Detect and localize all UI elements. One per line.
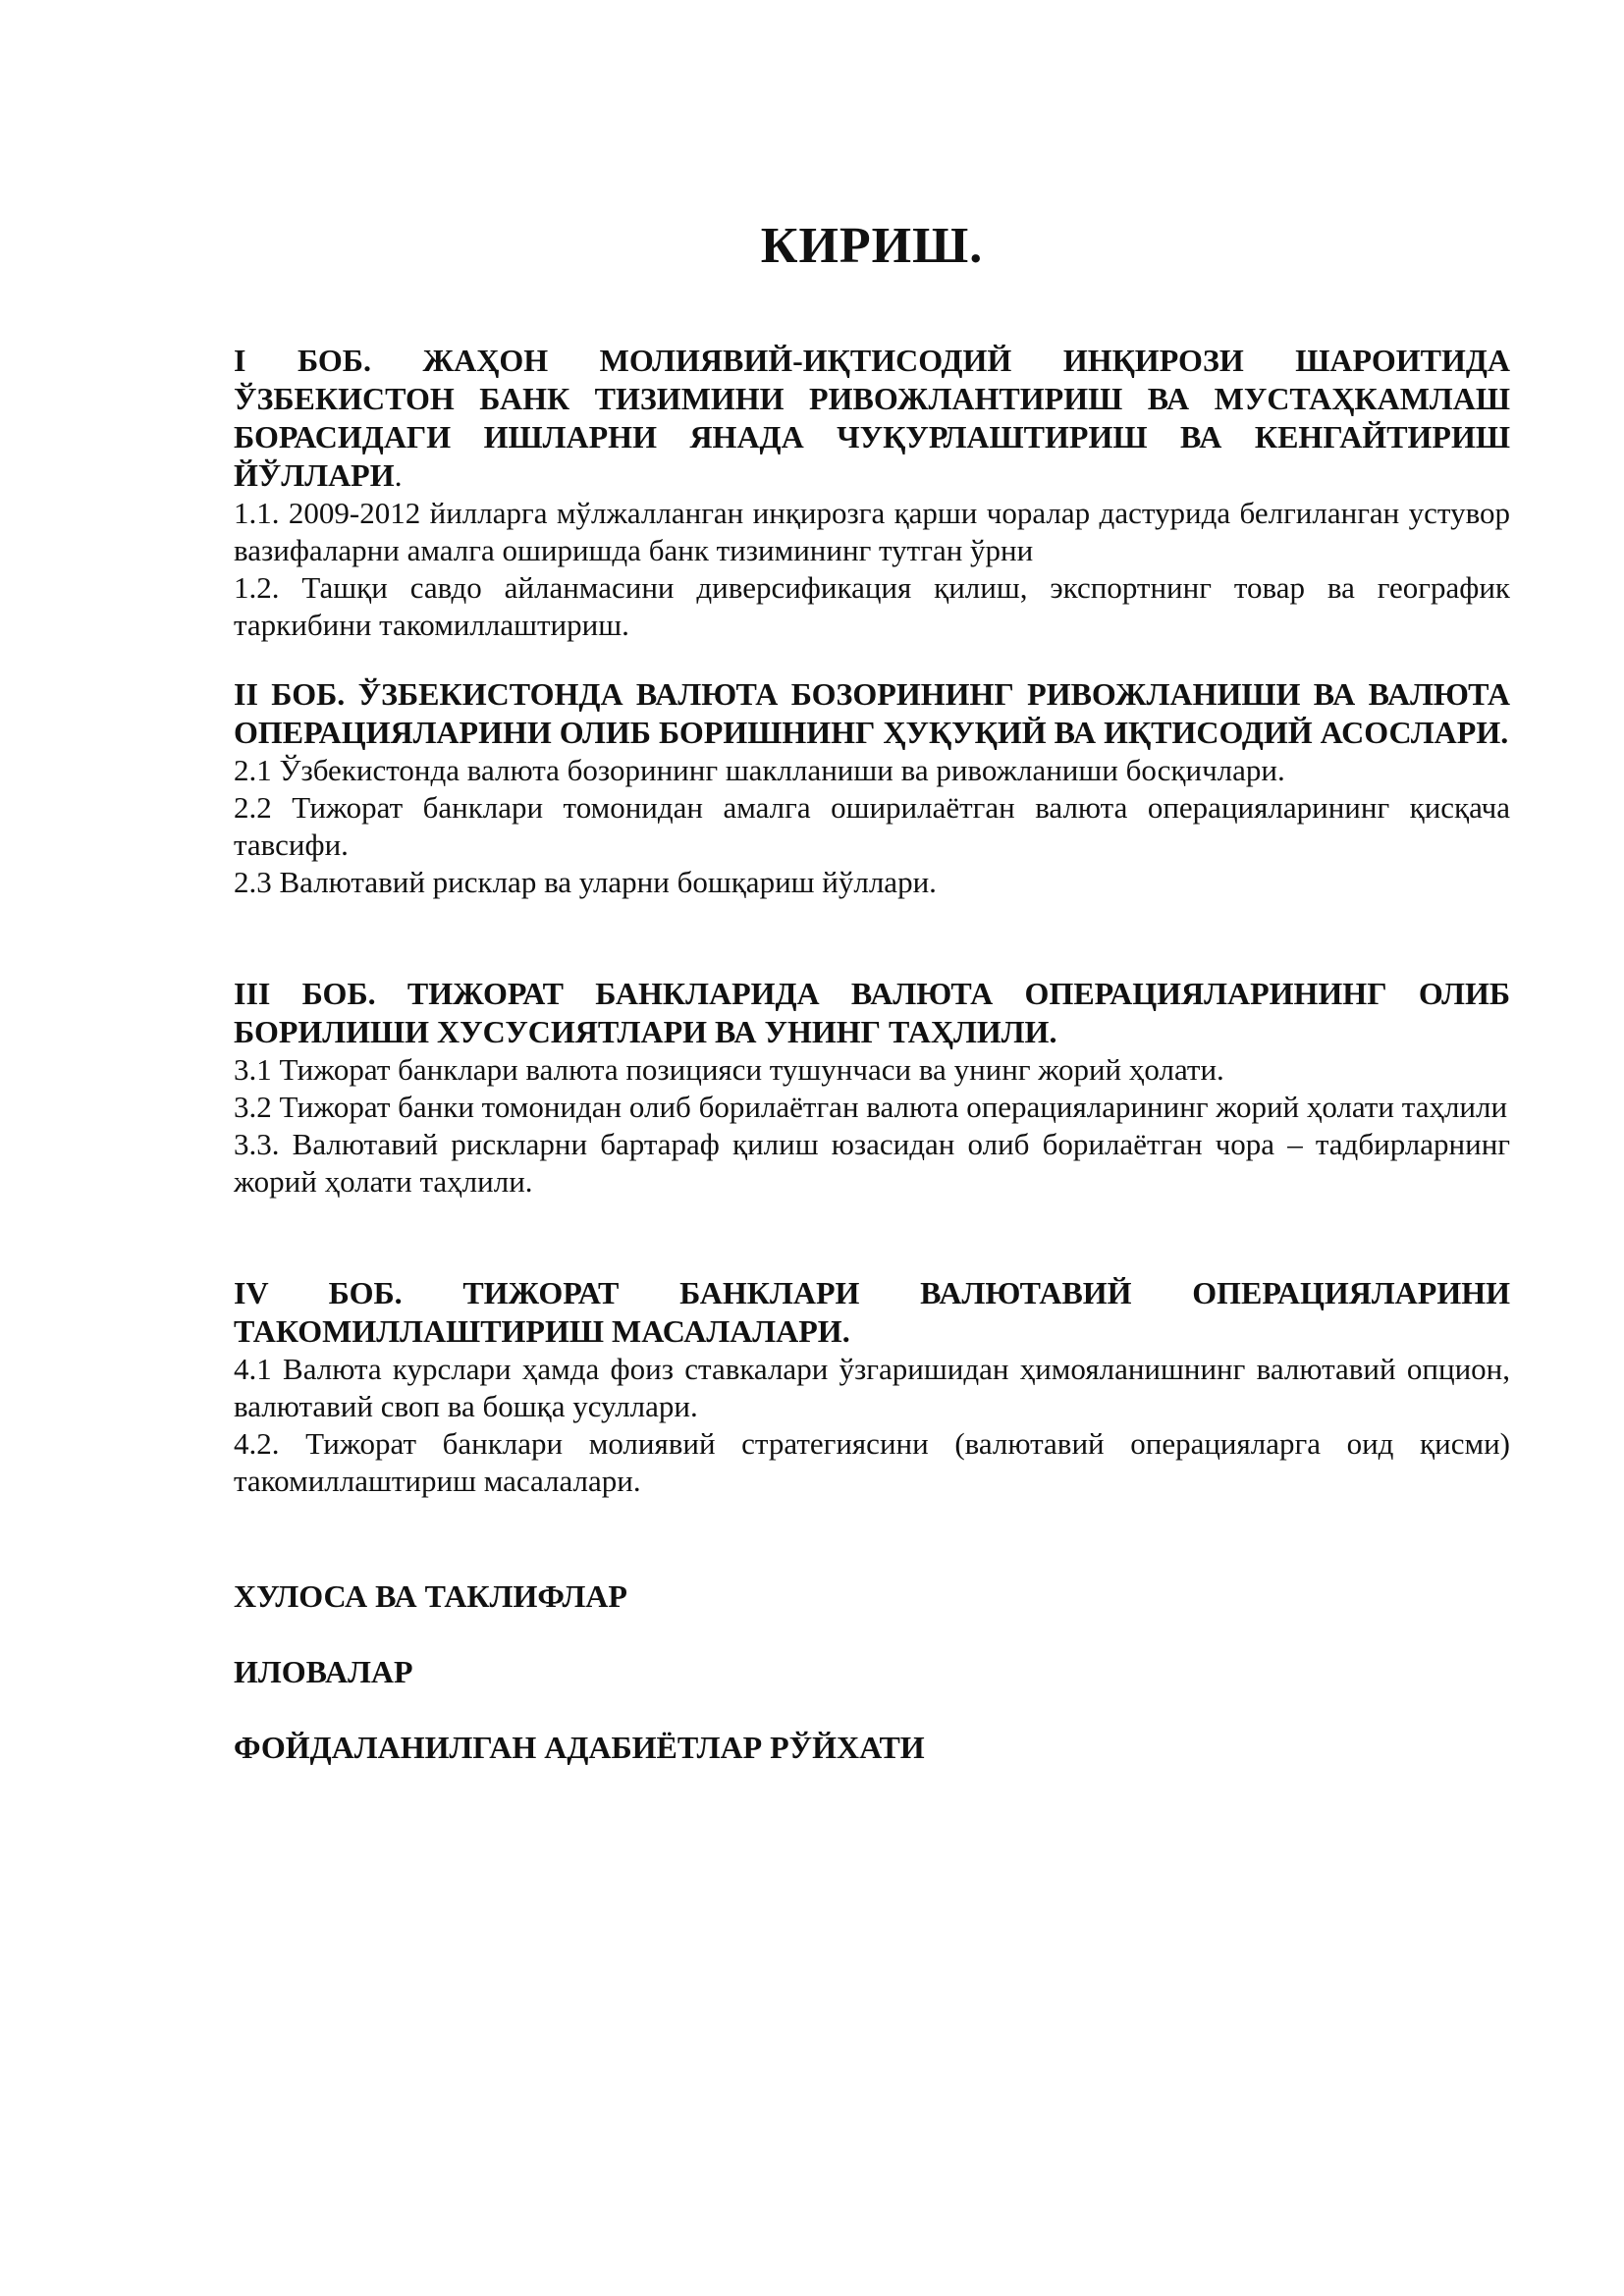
toc-item-4-1: 4.1 Валюта курслари ҳамда фоиз ставкалари ўзгаришидан ҳимояланишнинг валютавий опцион, валютавий своп ва бошқа усуллари. <box>234 1352 1510 1423</box>
chapter-3 <box>234 975 1510 1201</box>
toc-item-2-2: 2.2 Тижорат банклари томонидан амалга оширилаётган валюта операцияларининг қисқача тавсифи. <box>234 790 1510 862</box>
references-heading: ФОЙДАЛАНИЛГАН АДАБИЁТЛАР РЎЙХАТИ <box>234 1730 925 1765</box>
toc-item-2-1: 2.1 Ўзбекистонда валюта бозорининг шаклланиши ва ривожланиши босқичлари. <box>234 753 1285 787</box>
appendices-heading: ИЛОВАЛАР <box>234 1654 413 1689</box>
toc-item-4-2: 4.2. Тижорат банклари молиявий стратегиясини (валютавий операцияларга оид қисми) такомиллаштириш масалалари. <box>234 1426 1510 1498</box>
toc-item-1-2: 1.2. Ташқи савдо айланмасини диверсификация қилиш, экспортнинг товар ва географик таркибини такомиллаштириш. <box>234 570 1510 642</box>
conclusions-heading: ХУЛОСА ВА ТАКЛИФЛАР <box>234 1578 627 1614</box>
toc-item-3-1: 3.1 Тижорат банклари валюта позицияси тушунчаси ва унинг жорий ҳолати. <box>234 1052 1224 1087</box>
chapter-1-heading-suffix: . <box>394 457 403 493</box>
chapter-4 <box>234 1274 1510 1500</box>
chapter-3-heading: III БОБ. ТИЖОРАТ БАНКЛАРИДА ВАЛЮТА ОПЕРАЦИЯЛАРИНИНГ ОЛИБ БОРИЛИШИ ХУСУСИЯТЛАРИ ВА УНИНГ ТАҲЛИЛИ. <box>234 976 1510 1049</box>
chapter-2-heading: II БОБ. ЎЗБЕКИСТОНДА ВАЛЮТА БОЗОРИНИНГ РИВОЖЛАНИШИ ВА ВАЛЮТА ОПЕРАЦИЯЛАРИНИ ОЛИБ БОРИШНИНГ ҲУҚУҚИЙ ВА ИҚТИСОДИЙ АСОСЛАРИ. <box>234 676 1510 750</box>
chapter-2 <box>234 675 1510 901</box>
toc-item-2-3: 2.3 Валютавий рисклар ва уларни бошқариш йўллари. <box>234 865 937 899</box>
chapter-4-heading: IV БОБ. ТИЖОРАТ БАНКЛАРИ ВАЛЮТАВИЙ ОПЕРАЦИЯЛАРИНИ ТАКОМИЛЛАШТИРИШ МАСАЛАЛАРИ. <box>234 1275 1510 1349</box>
page-title: КИРИШ. <box>760 218 984 274</box>
chapter-1-heading <box>234 342 1510 495</box>
toc-item-3-2: 3.2 Тижорат банки томонидан олиб борилаётган валюта операцияларининг жорий ҳолати таҳлили <box>234 1090 1508 1124</box>
chapter-1 <box>234 342 1510 644</box>
toc-item-1-1: 1.1. 2009-2012 йилларга мўлжалланган инқирозга қарши чоралар дастурида белгиланган устувор вазифаларни амалга оширишда банк тизимининг тутган ўрни <box>234 496 1510 567</box>
toc-item-3-3: 3.3. Валютавий рискларни бартараф қилиш юзасидан олиб борилаётган чора – тадбирларнинг жорий ҳолати таҳлили. <box>234 1127 1510 1199</box>
chapter-1-heading-text: I БОБ. ЖАҲОН МОЛИЯВИЙ-ИҚТИСОДИЙ ИНҚИРОЗИ ШАРОИТИДА ЎЗБЕКИСТОН БАНК ТИЗИМИНИ РИВОЖЛАНТИРИШ ВА МУСТАҲКАМЛАШ БОРАСИДАГИ ИШЛАРНИ ЯНАДА ЧУҚУРЛАШТИРИШ ВА КЕНГАЙТИРИШ ЙЎЛЛАРИ <box>234 343 1510 493</box>
